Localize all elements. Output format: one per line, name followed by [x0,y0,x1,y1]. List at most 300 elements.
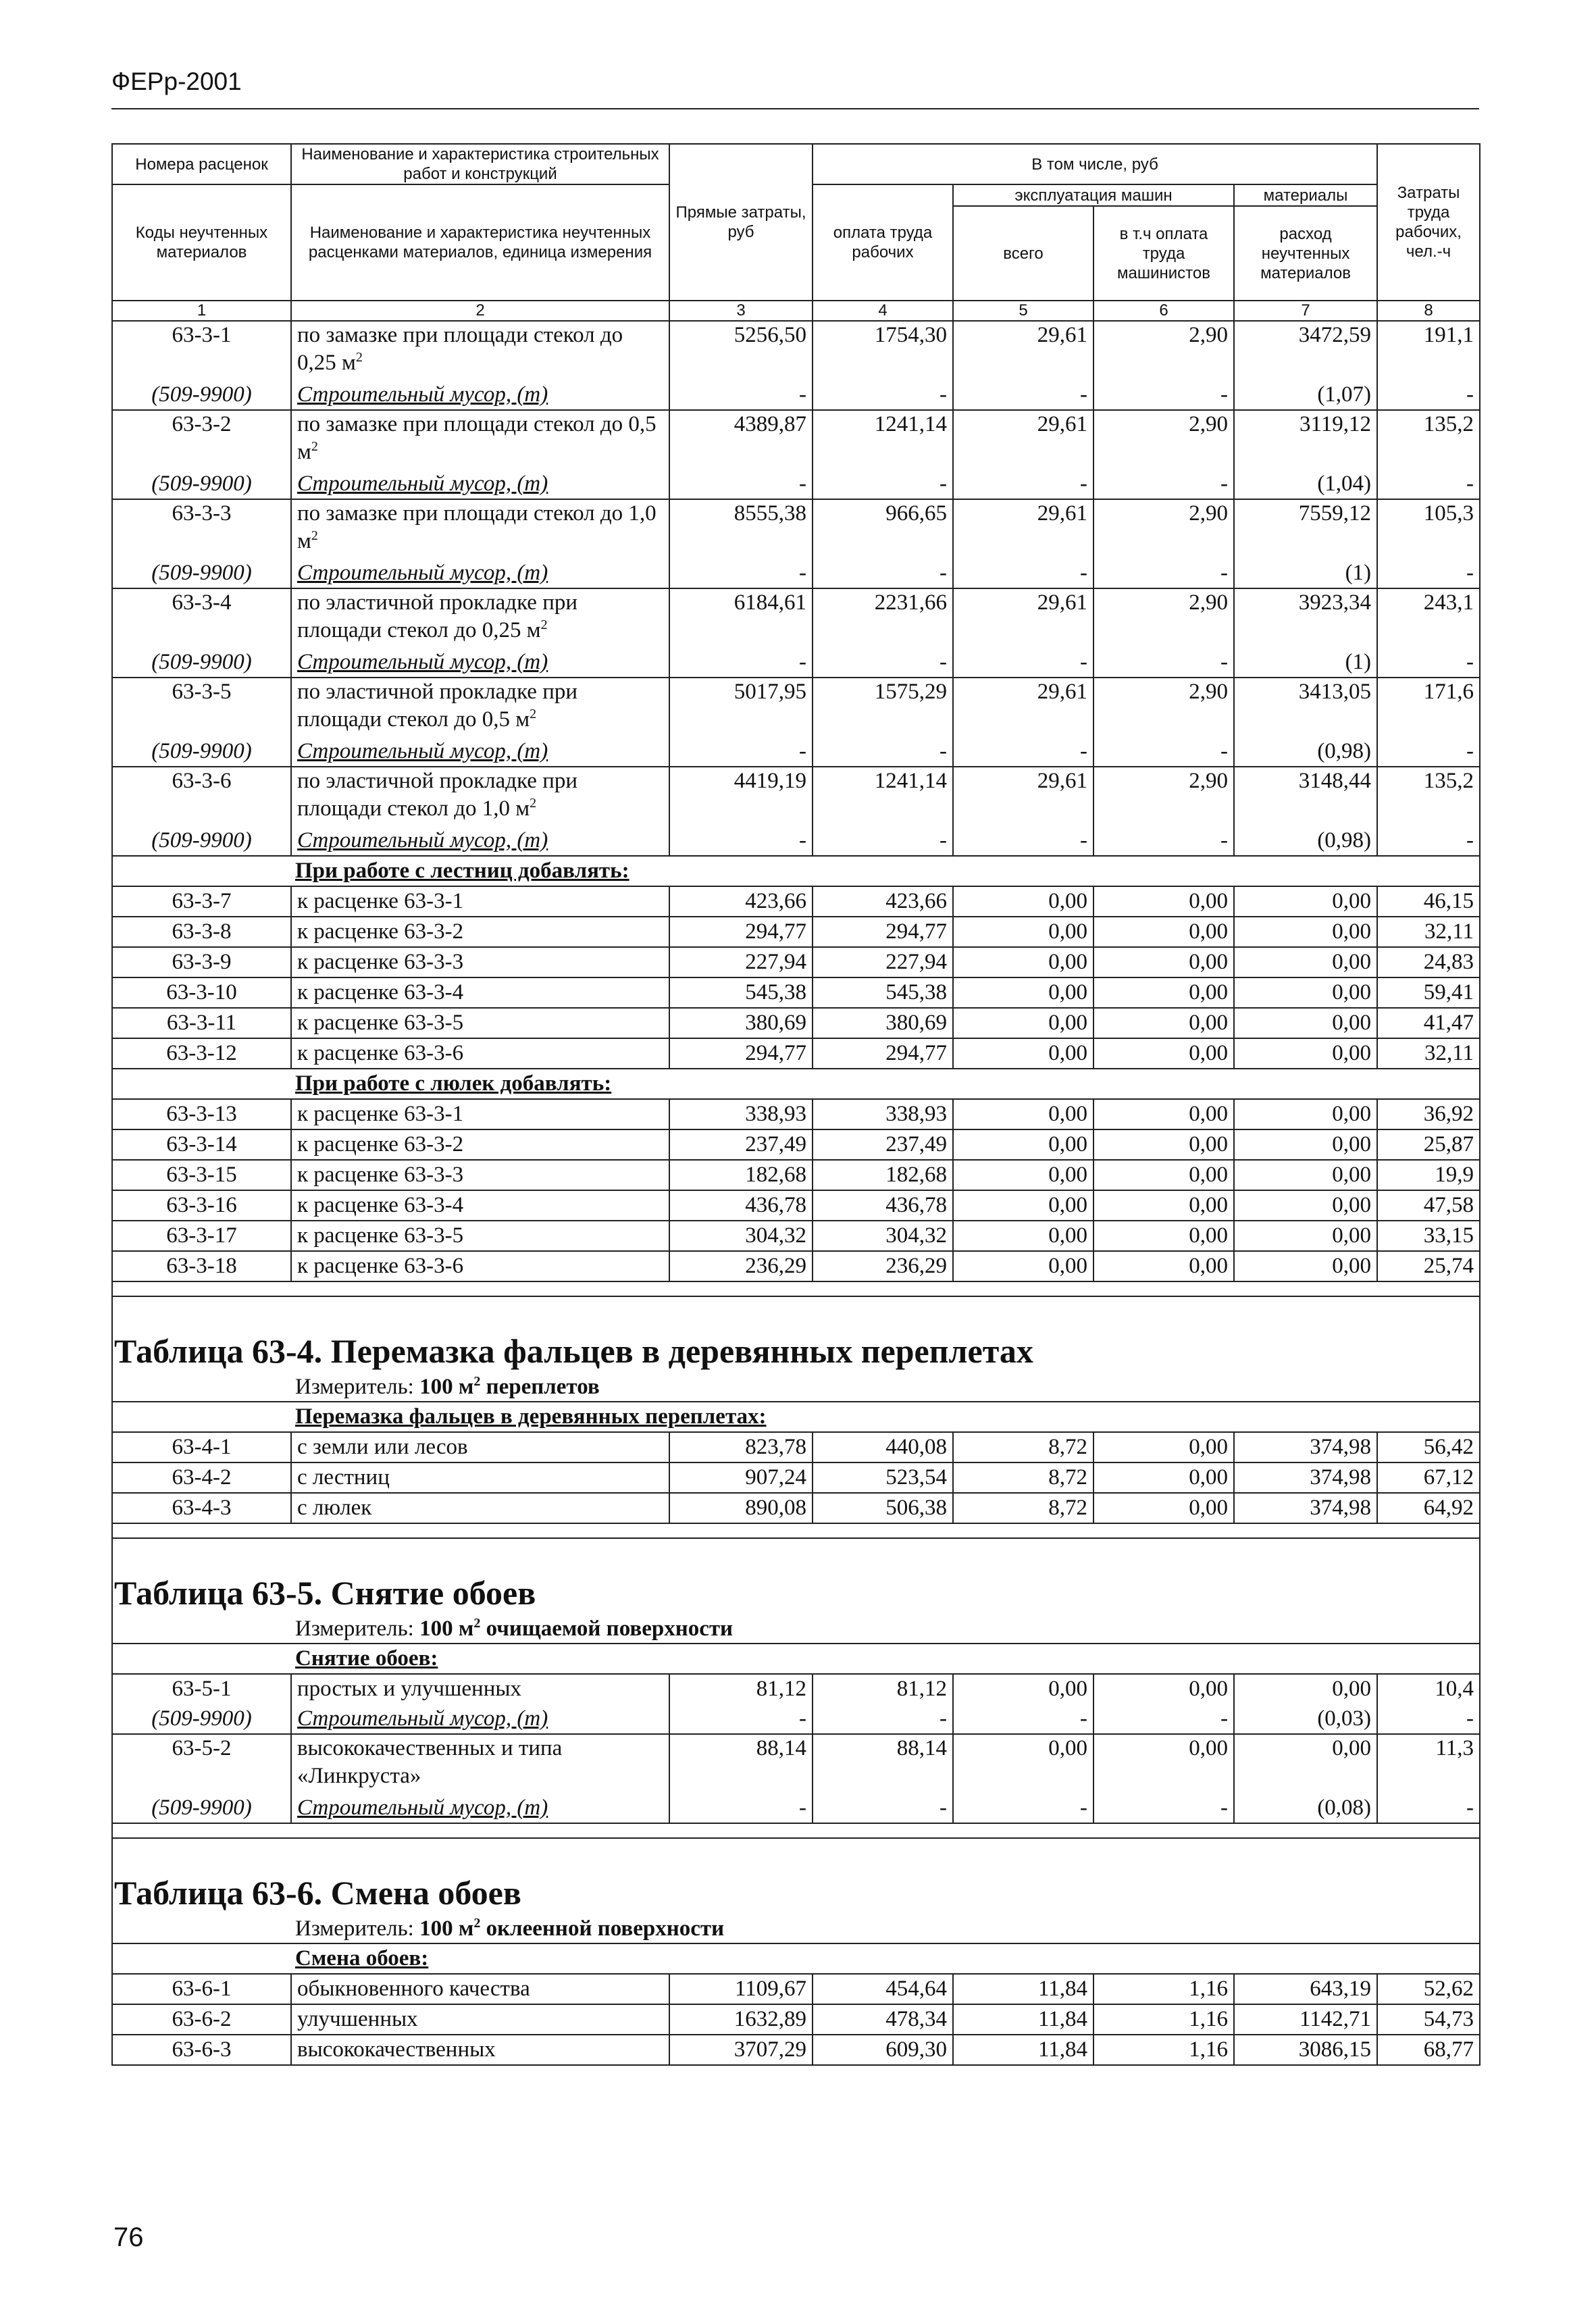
rate-value: 25,87 [1377,1129,1480,1160]
column-number: 1 [112,301,291,321]
rate-code: 63-3-15 [112,1160,291,1190]
rate-value: 67,12 [1377,1462,1480,1493]
empty-cell [1234,1764,1377,1793]
rate-value: 105,3 [1377,499,1480,529]
rate-value: 0,00 [1234,1251,1377,1281]
material-name-text: Строительный мусор, (т) [297,382,548,407]
rate-value: 1241,14 [813,767,953,796]
rate-name: к расценке 63-3-3 [291,947,669,977]
rate-name: к расценке 63-3-1 [291,1099,669,1129]
rate-name: к расценке 63-3-4 [291,1190,669,1221]
meter-unit: 100 м [419,1375,474,1399]
rate-value: 436,78 [813,1190,953,1221]
empty-cell [813,707,953,736]
rate-name-text: по замазке при площади стекол до 0,25 м [297,323,623,375]
material-row [112,736,1480,767]
material-code: (509-9900) [112,825,291,856]
meter-row [112,1371,1480,1402]
rate-name [291,678,669,736]
rate-code: 63-3-14 [112,1129,291,1160]
rate-name: к расценке 63-3-4 [291,977,669,1008]
empty-cell [112,440,291,469]
rate-value: 3148,44 [1234,767,1377,796]
cradle-section-row [112,1069,1480,1099]
material-row [112,1704,1480,1734]
column-number: 3 [669,301,813,321]
rate-value: 135,2 [1377,767,1480,796]
rate-row [112,588,1480,618]
empty-cell [813,529,953,558]
meter-line [112,1613,1480,1644]
superscript: 2 [540,617,548,632]
rate-name [291,767,669,825]
meter-label: Измеритель: [295,1617,414,1641]
empty-cell [953,1764,1093,1793]
material-row [112,380,1480,410]
meter-unit: 100 м [419,1617,474,1641]
document-header: ФЕРр-2001 [111,68,242,95]
spacer [112,1281,1480,1296]
material-code: (509-9900) [112,1704,291,1734]
rate-row [112,1038,1480,1069]
meter-value [419,1617,733,1641]
rate-row [112,2035,1480,2065]
rate-code: 63-3-5 [112,678,291,707]
rate-value: 0,00 [1234,917,1377,947]
rate-value: 8,72 [953,1493,1093,1523]
rate-code: 63-3-3 [112,499,291,529]
rate-value: 1,16 [1093,2035,1234,2065]
rate-value: 227,94 [669,947,813,977]
rate-value: 545,38 [813,977,953,1008]
material-name [291,825,669,856]
header-rule [111,108,1479,109]
column-number: 6 [1093,301,1234,321]
empty-cell [953,618,1093,647]
rate-row [112,917,1480,947]
material-value: - [1377,380,1480,410]
header-including-group: В том числе, руб [813,144,1377,184]
material-value: - [1093,558,1234,588]
rate-code: 63-3-2 [112,410,291,440]
rate-value: 3086,15 [1234,2035,1377,2065]
rate-value: 966,65 [813,499,953,529]
rate-row [112,767,1480,796]
rate-value: 237,49 [813,1129,953,1160]
rate-value: 2,90 [1093,588,1234,618]
rate-row [112,2004,1480,2035]
material-value: (1) [1234,647,1377,678]
material-value: - [1093,1704,1234,1734]
rate-value: 36,92 [1377,1099,1480,1129]
rate-name: высококачественных [291,2035,669,2065]
rate-value: 47,58 [1377,1190,1480,1221]
rate-value: 374,98 [1234,1462,1377,1493]
rate-value: 1,16 [1093,1974,1234,2004]
empty-cell [669,440,813,469]
rate-name: к расценке 63-3-5 [291,1008,669,1038]
empty-cell [112,1764,291,1793]
table-63-6-title [112,1838,1480,1913]
rate-value: 1109,67 [669,1974,813,2004]
empty-cell [669,796,813,825]
empty-cell [1377,440,1480,469]
rate-row [112,321,1480,351]
rate-name-text: высококачественных и типа «Линкруста» [297,1736,563,1788]
rate-value: 237,49 [669,1129,813,1160]
rate-row [112,678,1480,707]
rate-value: 380,69 [669,1008,813,1038]
rate-code: 63-3-10 [112,977,291,1008]
rate-value: 0,00 [953,947,1093,977]
material-name-text: Строительный мусор, (т) [297,471,548,496]
header-machines-total: всего [953,206,1093,301]
empty-cell [813,796,953,825]
empty-cell [112,351,291,380]
column-number: 4 [813,301,953,321]
rate-value: 0,00 [953,1038,1093,1069]
rate-value: 29,61 [953,767,1093,796]
material-value: - [669,469,813,499]
rate-value: 4419,19 [669,767,813,796]
material-value: - [813,558,953,588]
rate-value: 59,41 [1377,977,1480,1008]
empty-cell [669,1764,813,1793]
empty-cell [669,351,813,380]
rate-code: 63-4-1 [112,1432,291,1462]
empty-cell [1093,618,1234,647]
rate-value: 0,00 [1093,947,1234,977]
rate-value: 5256,50 [669,321,813,351]
rate-name: к расценке 63-3-6 [291,1038,669,1069]
rate-value: 0,00 [953,1099,1093,1129]
rate-name: к расценке 63-3-2 [291,1129,669,1160]
rate-row [112,1221,1480,1251]
rate-value: 32,11 [1377,1038,1480,1069]
material-value: - [1377,558,1480,588]
header-workers-pay: оплата труда рабочих [813,184,953,301]
rate-value: 11,84 [953,2004,1093,2035]
rate-row [112,1974,1480,2004]
empty-cell [813,618,953,647]
column-number: 8 [1377,301,1480,321]
rate-name: к расценке 63-3-1 [291,886,669,917]
header-machinists-pay: в т.ч оплата труда машинистов [1093,206,1234,301]
rate-value: 227,94 [813,947,953,977]
empty-cell [953,351,1093,380]
section-title: Снятие обоев: [112,1644,1480,1674]
empty-cell [953,707,1093,736]
table-63-5-title [112,1538,1480,1613]
column-number: 2 [291,301,669,321]
rate-value: 294,77 [813,1038,953,1069]
meter-row [112,1913,1480,1943]
rate-name: с земли или лесов [291,1432,669,1462]
material-value: - [813,825,953,856]
rate-value: 454,64 [813,1974,953,2004]
material-code: (509-9900) [112,558,291,588]
section-title: Перемазка фальцев в деревянных переплетах: [112,1402,1480,1432]
rate-code: 63-6-3 [112,2035,291,2065]
material-value: (1,07) [1234,380,1377,410]
rate-value: 0,00 [953,917,1093,947]
rate-row [112,1734,1480,1764]
material-value: - [669,1793,813,1823]
rate-value: 236,29 [669,1251,813,1281]
rate-value: 11,3 [1377,1734,1480,1764]
rate-value: 52,62 [1377,1974,1480,2004]
rate-value: 64,92 [1377,1493,1480,1523]
material-value: (0,98) [1234,825,1377,856]
page-number: 76 [113,2222,144,2252]
rate-row [112,1160,1480,1190]
material-name-text: Строительный мусор, (т) [297,1706,548,1731]
material-name-text: Строительный мусор, (т) [297,828,548,853]
material-value: - [1377,1704,1480,1734]
rate-value: 423,66 [669,886,813,917]
meter-line [112,1913,1480,1943]
material-value: - [813,736,953,767]
empty-cell [1093,1764,1234,1793]
section-title: При работе с люлек добавлять: [112,1069,1480,1099]
table-section-row [112,1644,1480,1674]
rate-name: к расценке 63-3-6 [291,1251,669,1281]
material-value: - [953,825,1093,856]
material-name-text: Строительный мусор, (т) [297,1795,548,1820]
rate-value: 0,00 [1234,1038,1377,1069]
empty-cell [1093,351,1234,380]
empty-cell [1093,440,1234,469]
rate-row [112,1462,1480,1493]
rate-value: 88,14 [669,1734,813,1764]
empty-cell [112,707,291,736]
rate-value: 0,00 [1093,1190,1234,1221]
rate-value: 29,61 [953,410,1093,440]
column-number: 7 [1234,301,1377,321]
rate-value: 0,00 [953,1734,1093,1764]
rate-row [112,1493,1480,1523]
rate-row [112,886,1480,917]
table-title: Таблица 63-5. Снятие обоев [112,1538,1480,1613]
material-code: (509-9900) [112,1793,291,1823]
rate-value: 3923,34 [1234,588,1377,618]
rate-name-text: по эластичной прокладке при площади стекол до 0,5 м [297,680,578,732]
header-labor-costs: Затраты труда рабочих, чел.-ч [1377,144,1480,301]
rate-value: 440,08 [813,1432,953,1462]
rate-value: 0,00 [1234,886,1377,917]
rate-value: 0,00 [1234,1674,1377,1704]
material-value: - [953,647,1093,678]
rate-value: 56,42 [1377,1432,1480,1462]
rate-value: 1575,29 [813,678,953,707]
rate-name-text: по замазке при площади стекол до 1,0 м [297,501,657,553]
material-value: - [1377,469,1480,499]
superscript: 2 [473,1616,481,1631]
material-value: - [1093,736,1234,767]
empty-cell [1377,1764,1480,1793]
material-value: - [1093,469,1234,499]
empty-cell [1234,618,1377,647]
rate-value: 0,00 [1234,1734,1377,1764]
rate-value: 3472,59 [1234,321,1377,351]
superscript: 2 [530,796,537,811]
material-value: - [953,380,1093,410]
empty-cell [1234,707,1377,736]
material-value: - [1377,1793,1480,1823]
rate-name [291,588,669,647]
material-value: - [1093,380,1234,410]
empty-cell [1377,796,1480,825]
rate-value: 24,83 [1377,947,1480,977]
rate-value: 0,00 [1093,886,1234,917]
rate-row [112,499,1480,529]
empty-cell [813,351,953,380]
rate-value: 0,00 [1093,1493,1234,1523]
header-work-name: Наименование и характеристика строительных работ и конструкций [291,144,669,184]
rate-name [291,321,669,380]
rate-value: 0,00 [1093,1099,1234,1129]
rate-row [112,410,1480,440]
rate-value: 304,32 [813,1221,953,1251]
table-title: Таблица 63-4. Перемазка фальцев в деревянных переплетах [112,1296,1480,1371]
header-rate-numbers: Номера расценок [112,144,291,184]
rate-value: 2,90 [1093,767,1234,796]
rate-value: 0,00 [1093,1221,1234,1251]
rate-value: 25,74 [1377,1251,1480,1281]
material-value: - [1093,647,1234,678]
empty-cell [953,440,1093,469]
material-value: - [953,469,1093,499]
rate-value: 374,98 [1234,1493,1377,1523]
rate-value: 54,73 [1377,2004,1480,2035]
rate-code: 63-3-4 [112,588,291,618]
empty-cell [953,796,1093,825]
rate-value: 0,00 [1234,1129,1377,1160]
spacer [112,1823,1480,1838]
rate-value: 0,00 [953,1221,1093,1251]
rate-name: простых и улучшенных [291,1674,669,1704]
rate-value: 1142,71 [1234,2004,1377,2035]
rate-name [291,410,669,469]
material-name [291,1704,669,1734]
rate-value: 890,08 [669,1493,813,1523]
spacer-row [112,1823,1480,1838]
rate-value: 171,6 [1377,678,1480,707]
spacer-row [112,1523,1480,1538]
rate-name: улучшенных [291,2004,669,2035]
section-title: При работе с лестниц добавлять: [112,856,1480,886]
material-value: - [669,1704,813,1734]
rate-value: 3119,12 [1234,410,1377,440]
material-code: (509-9900) [112,736,291,767]
empty-cell [1234,529,1377,558]
rates-table-frame [111,143,1479,2066]
rate-row [112,1099,1480,1129]
rate-value: 0,00 [1093,1038,1234,1069]
rate-name: к расценке 63-3-5 [291,1221,669,1251]
rate-value: 0,00 [953,1160,1093,1190]
column-number: 5 [953,301,1093,321]
rate-value: 0,00 [1093,1160,1234,1190]
rate-value: 4389,87 [669,410,813,440]
rate-value: 29,61 [953,588,1093,618]
rate-value: 294,77 [669,1038,813,1069]
rate-value: 643,19 [1234,1974,1377,2004]
material-value: - [953,736,1093,767]
stairs-section-row [112,856,1480,886]
material-value: - [813,1793,953,1823]
material-value: (0,98) [1234,736,1377,767]
empty-cell [1234,351,1377,380]
material-value: - [669,736,813,767]
material-value: (1,04) [1234,469,1377,499]
rate-value: 338,93 [669,1099,813,1129]
meter-value [419,1375,600,1399]
table-title: Таблица 63-6. Смена обоев [112,1838,1480,1913]
empty-cell [813,1764,953,1793]
material-value: - [953,1793,1093,1823]
rate-value: 1,16 [1093,2004,1234,2035]
rate-name [291,1734,669,1793]
rate-value: 0,00 [1234,947,1377,977]
empty-cell [112,796,291,825]
rate-row [112,1008,1480,1038]
rate-value: 3413,05 [1234,678,1377,707]
material-name [291,736,669,767]
rate-row [112,1251,1480,1281]
meter-label: Измеритель: [295,1916,414,1941]
material-value: (0,03) [1234,1704,1377,1734]
rate-code: 63-5-1 [112,1674,291,1704]
rate-value: 338,93 [813,1099,953,1129]
rate-value: 506,38 [813,1493,953,1523]
material-row [112,558,1480,588]
meter-label: Измеритель: [295,1375,414,1399]
material-name [291,380,669,410]
rate-value: 243,1 [1377,588,1480,618]
superscript: 2 [311,439,318,454]
rate-value: 609,30 [813,2035,953,2065]
material-value: - [953,1704,1093,1734]
table-63-4-title [112,1296,1480,1371]
rate-value: 135,2 [1377,410,1480,440]
rate-code: 63-3-18 [112,1251,291,1281]
rate-value: 88,14 [813,1734,953,1764]
rate-value: 2,90 [1093,678,1234,707]
header-material-names: Наименование и характеристика неучтенных расценками материалов, единица измерения [291,184,669,301]
rate-value: 10,4 [1377,1674,1480,1704]
spacer-row [112,1281,1480,1296]
rate-name: с люлек [291,1493,669,1523]
rate-name: с лестниц [291,1462,669,1493]
rate-row [112,947,1480,977]
superscript: 2 [473,1916,481,1931]
rate-value: 81,12 [669,1674,813,1704]
material-value: - [813,380,953,410]
header-material-codes: Коды неучтенных материалов [112,184,291,301]
material-name [291,1793,669,1823]
rate-value: 2,90 [1093,410,1234,440]
material-name [291,647,669,678]
rate-value: 182,68 [669,1160,813,1190]
rate-row [112,1190,1480,1221]
empty-cell [112,618,291,647]
rate-value: 0,00 [1093,1008,1234,1038]
rate-value: 1632,89 [669,2004,813,2035]
header-unaccounted-materials: расход неучтенных материалов [1234,206,1377,301]
rate-row [112,977,1480,1008]
rate-value: 1241,14 [813,410,953,440]
